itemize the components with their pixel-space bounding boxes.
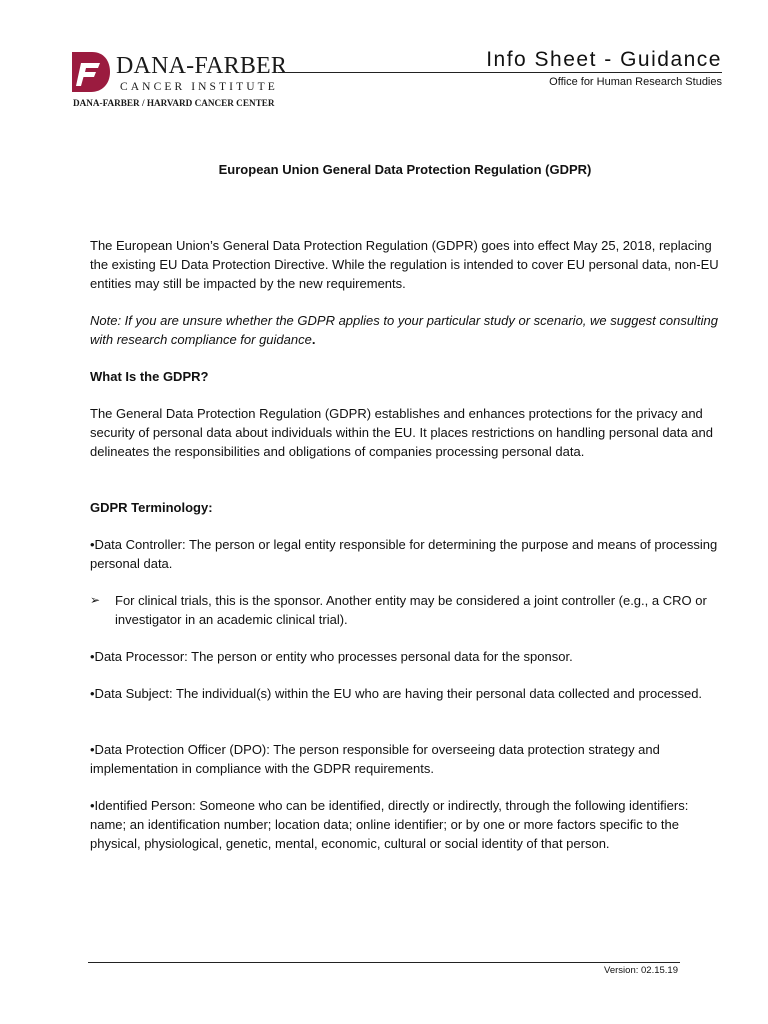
term-data-processor: •Data Processor: The person or entity who processes personal data for the sponsor. — [90, 649, 573, 664]
sheet-title: Info Sheet - Guidance — [486, 48, 722, 71]
term-dpo: •Data Protection Officer (DPO): The person responsible for overseeing data protection strategy and implementation in compliance with the GDPR requirements. — [90, 742, 660, 777]
document-title: European Union General Data Protection Regulation (GDPR) — [218, 162, 592, 177]
header-divider — [278, 72, 722, 73]
arrow-bullet-icon: ➢ — [90, 593, 101, 607]
note-text: Note: If you are unsure whether the GDPR applies to your particular study or scenario, we suggest consulting with research compliance for guidance — [90, 313, 718, 348]
version-label: Version: 02.15.19 — [604, 965, 678, 976]
office-name: Office for Human Research Studies — [549, 76, 722, 88]
logo-subtitle: CANCER INSTITUTE — [120, 81, 278, 93]
what-is-gdpr-heading: What Is the GDPR? — [90, 369, 209, 384]
what-is-gdpr-paragraph: The General Data Protection Regulation (GDPR) establishes and enhances protections for the privacy and security of personal data about individuals within the EU. It places restrictions on handling personal data and delineates the responsibilities and obligations of companies processing personal data. — [90, 406, 713, 460]
logo-name: DANA-FARBER — [116, 53, 288, 79]
intro-paragraph: The European Union’s General Data Protection Regulation (GDPR) goes into effect May 25, 2018, replacing the existing EU Data Protection Directive. While the regulation is intended to cover EU personal data, non-EU entities may still be impacted by the new requirements. — [90, 238, 719, 292]
terminology-heading: GDPR Terminology: — [90, 500, 213, 515]
dana-farber-logo — [70, 50, 290, 110]
note-end: . — [311, 332, 316, 348]
note-paragraph — [90, 311, 720, 349]
controller-subitem-text: For clinical trials, this is the sponsor. Another entity may be considered a joint controller (e.g., a CRO or investigator in an academic clinical trial). — [115, 593, 707, 628]
term-data-subject: •Data Subject: The individual(s) within the EU who are having their personal data collected and processed. — [90, 686, 703, 701]
term-identified-person: •Identified Person: Someone who can be identified, directly or indirectly, through the following identifiers: name; an identification number; location data; online identifier; or by one or more factors specific to the physical, physiological, genetic, mental, economic, cultural or social identity of that person. — [90, 798, 689, 852]
footer-divider — [88, 962, 680, 963]
logo-affiliation: DANA-FARBER / HARVARD CANCER CENTER — [73, 98, 275, 108]
term-data-controller: •Data Controller: The person or legal entity responsible for determining the purpose and means of processing personal data. — [90, 537, 718, 572]
dana-farber-logo-icon — [70, 50, 112, 94]
